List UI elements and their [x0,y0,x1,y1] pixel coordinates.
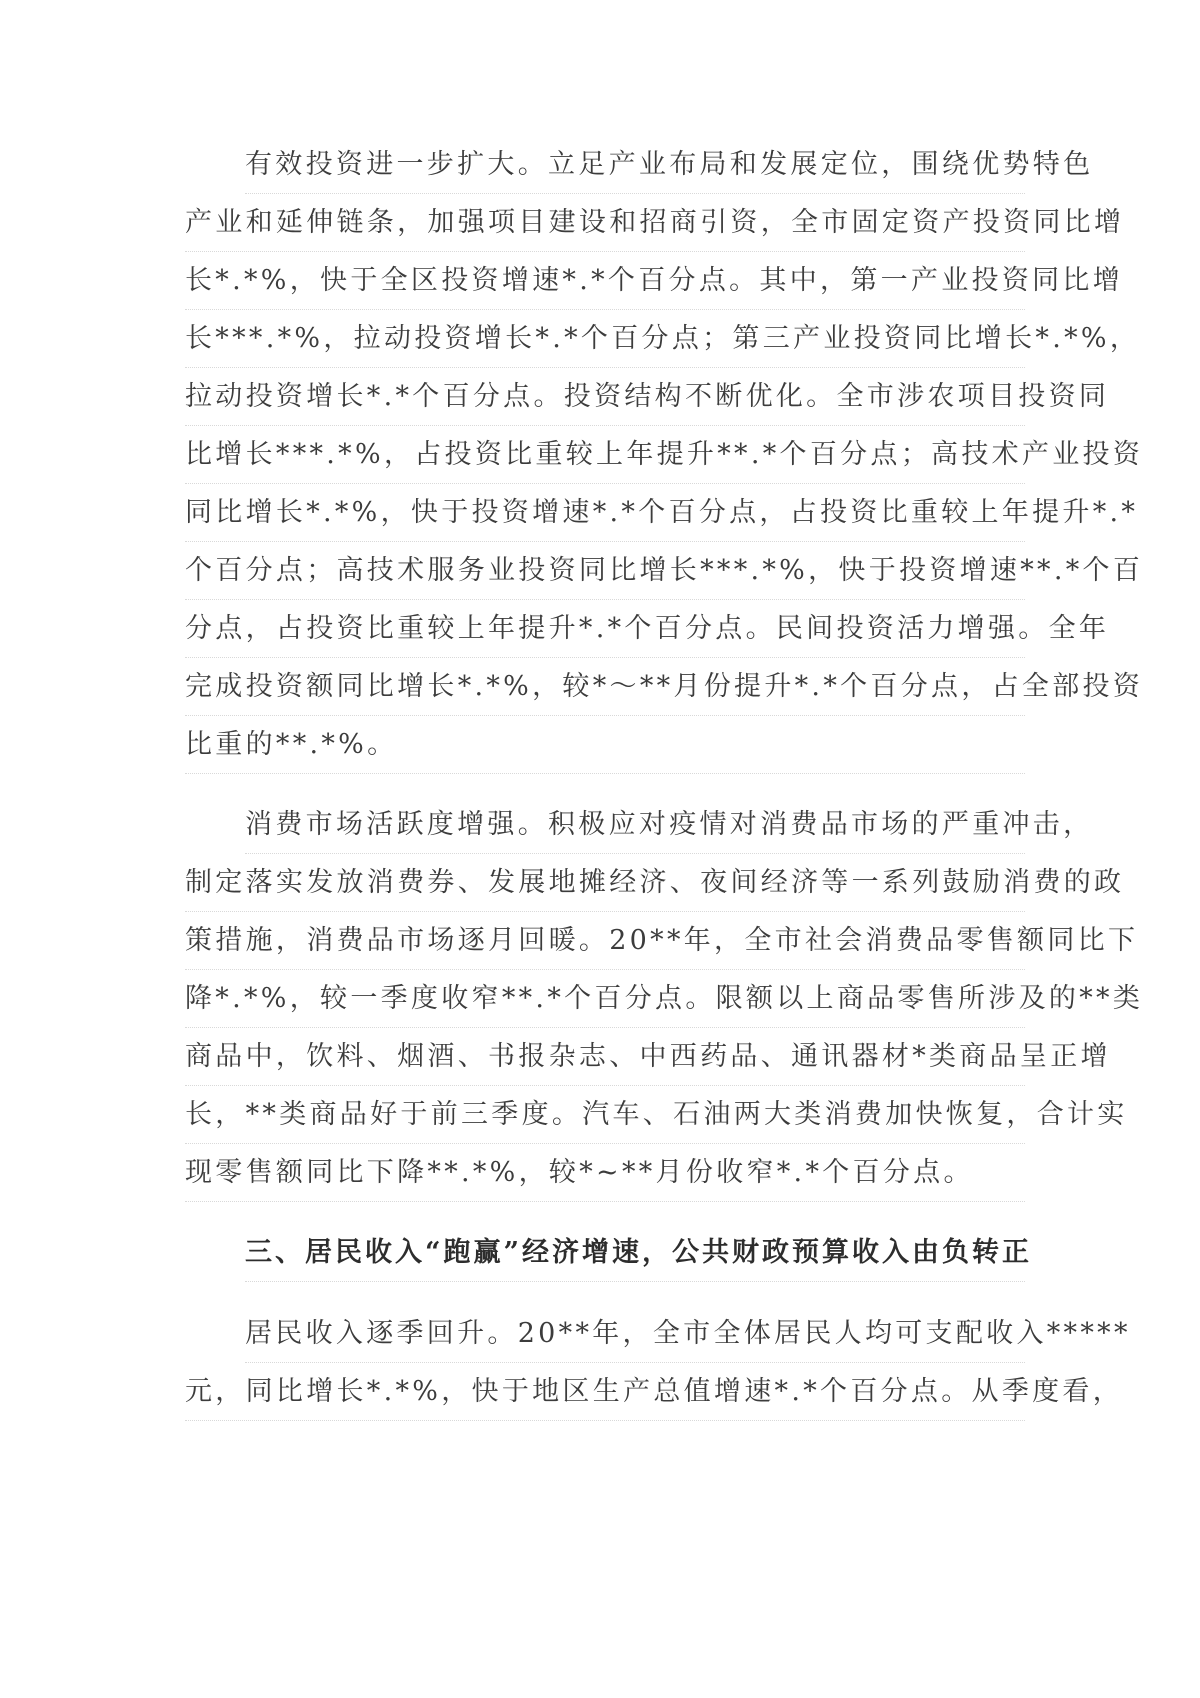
paragraph-1-line-1: 有效投资进一步扩大。立足产业布局和发展定位，围绕优势特色 [245,145,1025,194]
paragraph-2-line-2: 制定落实发放消费券、发展地摊经济、夜间经济等一系列鼓励消费的政 [185,863,1025,912]
paragraph-2-line-7: 现零售额同比下降**.*%，较*~**月份收窄*.*个百分点。 [185,1153,1025,1202]
paragraph-1-line-6: 比增长***.*%，占投资比重较上年提升**.*个百分点；高技术产业投资 [185,435,1025,484]
paragraph-1-line-9: 分点，占投资比重较上年提升*.*个百分点。民间投资活力增强。全年 [185,609,1025,658]
paragraph-1-line-4: 长***.*%，拉动投资增长*.*个百分点；第三产业投资同比增长*.*%， [185,319,1025,368]
paragraph-1-line-3: 长*.*%，快于全区投资增速*.*个百分点。其中，第一产业投资同比增 [185,261,1025,310]
paragraph-2-line-5: 商品中，饮料、烟酒、书报杂志、中西药品、通讯器材*类商品呈正增 [185,1037,1025,1086]
paragraph-1-line-11: 比重的**.*%。 [185,725,1025,774]
paragraph-3-line-2: 元，同比增长*.*%，快于地区生产总值增速*.*个百分点。从季度看， [185,1372,1025,1421]
paragraph-1-line-5: 拉动投资增长*.*个百分点。投资结构不断优化。全市涉农项目投资同 [185,377,1025,426]
paragraph-3-line-1: 居民收入逐季回升。20**年，全市全体居民人均可支配收入***** [245,1314,1025,1363]
paragraph-2-line-1: 消费市场活跃度增强。积极应对疫情对消费品市场的严重冲击， [245,805,1025,854]
paragraph-1-line-7: 同比增长*.*%，快于投资增速*.*个百分点，占投资比重较上年提升*.* [185,493,1025,542]
section-heading: 三、居民收入“跑赢”经济增速，公共财政预算收入由负转正 [245,1233,1025,1282]
paragraph-2-line-4: 降*.*%，较一季度收窄**.*个百分点。限额以上商品零售所涉及的**类 [185,979,1025,1028]
paragraph-1-line-8: 个百分点；高技术服务业投资同比增长***.*%，快于投资增速**.*个百 [185,551,1025,600]
paragraph-1-line-10: 完成投资额同比增长*.*%，较*～**月份提升*.*个百分点，占全部投资 [185,667,1025,716]
paragraph-1-line-2: 产业和延伸链条，加强项目建设和招商引资，全市固定资产投资同比增 [185,203,1025,252]
paragraph-2-line-3: 策措施，消费品市场逐月回暖。20**年，全市社会消费品零售额同比下 [185,921,1025,970]
paragraph-2-line-6: 长，**类商品好于前三季度。汽车、石油两大类消费加快恢复，合计实 [185,1095,1025,1144]
